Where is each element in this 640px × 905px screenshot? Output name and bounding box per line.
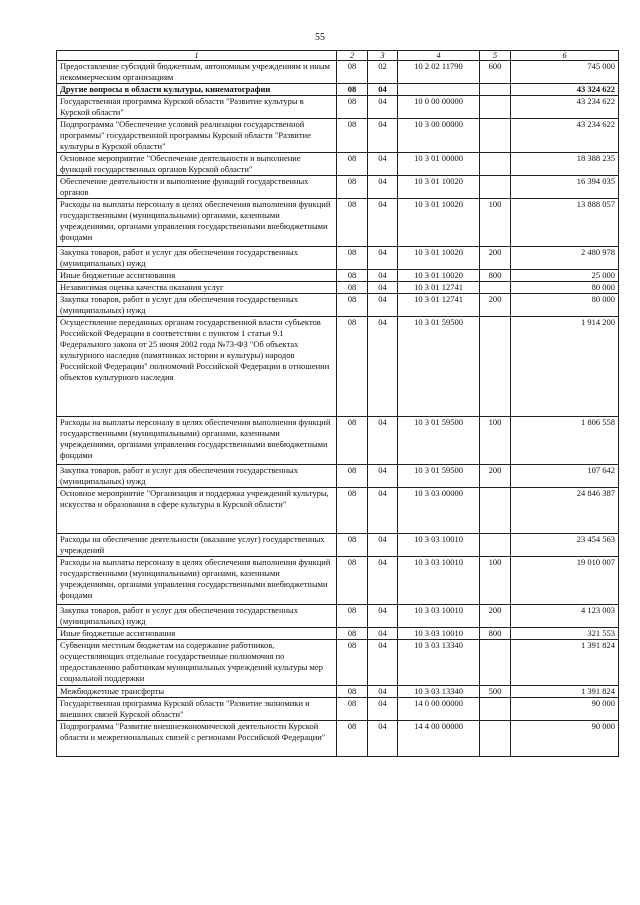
table-row bbox=[57, 153, 619, 176]
table-row bbox=[57, 176, 619, 199]
table-row bbox=[57, 84, 619, 96]
row-target-code: 10 3 01 12741 bbox=[398, 294, 480, 317]
row-amount: 23 454 563 bbox=[511, 534, 619, 557]
row-expense-type bbox=[480, 119, 511, 153]
row-subsection: 04 bbox=[368, 119, 398, 153]
row-target-code: 10 0 00 00000 bbox=[398, 96, 480, 119]
row-subsection: 04 bbox=[368, 488, 398, 534]
row-expense-type bbox=[480, 176, 511, 199]
row-section: 08 bbox=[337, 628, 368, 640]
row-amount: 4 123 003 bbox=[511, 605, 619, 628]
row-subsection: 04 bbox=[368, 465, 398, 488]
row-target-code: 10 3 03 10010 bbox=[398, 605, 480, 628]
table-row bbox=[57, 640, 619, 686]
row-section: 08 bbox=[337, 96, 368, 119]
header-cell: 1 bbox=[57, 51, 337, 61]
row-amount: 19 010 007 bbox=[511, 557, 619, 605]
row-amount: 107 642 bbox=[511, 465, 619, 488]
row-subsection: 04 bbox=[368, 417, 398, 465]
table-row bbox=[57, 119, 619, 153]
row-expense-type: 200 bbox=[480, 605, 511, 628]
row-subsection: 04 bbox=[368, 96, 398, 119]
row-amount: 2 480 978 bbox=[511, 247, 619, 270]
row-target-code: 10 3 01 59500 bbox=[398, 417, 480, 465]
row-section: 08 bbox=[337, 294, 368, 317]
table-row bbox=[57, 605, 619, 628]
row-amount: 80 000 bbox=[511, 294, 619, 317]
row-target-code: 10 3 00 00000 bbox=[398, 119, 480, 153]
row-subsection: 04 bbox=[368, 153, 398, 176]
table-header-row bbox=[57, 51, 619, 61]
row-name: Осуществление переданных органам государственной власти субъектов Российской Федерации в соответствии с пунктом 1 статьи 9.1 Федерального закона от 25 июня 2002 года №73-ФЗ "Об объектах культурного наследия (памятниках истории и культуры) народов Российской Федерации" полномочий Российской Федерации в отношении объектов культурного наследия bbox=[57, 317, 337, 417]
row-name: Государственная программа Курской области "Развитие культуры в Курской области" bbox=[57, 96, 337, 119]
row-amount: 1 391 824 bbox=[511, 686, 619, 698]
row-section: 08 bbox=[337, 417, 368, 465]
row-subsection: 04 bbox=[368, 640, 398, 686]
row-target-code: 10 3 01 10020 bbox=[398, 270, 480, 282]
row-section: 08 bbox=[337, 317, 368, 417]
row-amount: 43 234 622 bbox=[511, 119, 619, 153]
row-name: Расходы на выплаты персоналу в целях обеспечения выполнения функций государственными (муниципальными) органами, казенными учреждениями, органами управления государственными внебюджетными фондами bbox=[57, 557, 337, 605]
row-amount: 1 391 824 bbox=[511, 640, 619, 686]
row-amount: 1 806 558 bbox=[511, 417, 619, 465]
row-target-code: 10 3 03 10010 bbox=[398, 557, 480, 605]
row-section: 08 bbox=[337, 488, 368, 534]
table-row bbox=[57, 247, 619, 270]
row-name: Расходы на обеспечение деятельности (оказание услуг) государственных учреждений bbox=[57, 534, 337, 557]
row-expense-type: 200 bbox=[480, 465, 511, 488]
table-row bbox=[57, 721, 619, 757]
row-target-code bbox=[398, 84, 480, 96]
table-row bbox=[57, 61, 619, 84]
row-section: 08 bbox=[337, 270, 368, 282]
row-section: 08 bbox=[337, 282, 368, 294]
row-expense-type: 600 bbox=[480, 61, 511, 84]
row-amount: 1 914 200 bbox=[511, 317, 619, 417]
row-amount: 80 000 bbox=[511, 282, 619, 294]
row-expense-type bbox=[480, 488, 511, 534]
row-section: 08 bbox=[337, 247, 368, 270]
table-row bbox=[57, 417, 619, 465]
row-name: Иные бюджетные ассигнования bbox=[57, 270, 337, 282]
row-amount: 321 553 bbox=[511, 628, 619, 640]
row-subsection: 04 bbox=[368, 270, 398, 282]
row-expense-type bbox=[480, 698, 511, 721]
row-target-code: 10 3 01 10020 bbox=[398, 247, 480, 270]
row-expense-type: 800 bbox=[480, 270, 511, 282]
row-expense-type bbox=[480, 317, 511, 417]
row-section: 08 bbox=[337, 119, 368, 153]
row-target-code: 10 2 02 11790 bbox=[398, 61, 480, 84]
row-subsection: 04 bbox=[368, 534, 398, 557]
row-amount: 18 388 235 bbox=[511, 153, 619, 176]
row-name: Другие вопросы в области культуры, кинематографии bbox=[57, 84, 337, 96]
row-name: Закупка товаров, работ и услуг для обеспечения государственных (муниципальных) нужд bbox=[57, 605, 337, 628]
row-section: 08 bbox=[337, 153, 368, 176]
table-row bbox=[57, 488, 619, 534]
row-section: 08 bbox=[337, 199, 368, 247]
row-subsection: 04 bbox=[368, 282, 398, 294]
row-section: 08 bbox=[337, 84, 368, 96]
row-target-code: 10 3 03 10010 bbox=[398, 628, 480, 640]
table-row bbox=[57, 628, 619, 640]
row-name: Обеспечение деятельности и выполнение функций государственных органов bbox=[57, 176, 337, 199]
row-section: 08 bbox=[337, 686, 368, 698]
table-row bbox=[57, 294, 619, 317]
table-row bbox=[57, 557, 619, 605]
page-number: 55 bbox=[315, 32, 325, 43]
row-expense-type: 100 bbox=[480, 417, 511, 465]
row-subsection: 04 bbox=[368, 294, 398, 317]
table-row bbox=[57, 534, 619, 557]
row-amount: 13 888 057 bbox=[511, 199, 619, 247]
row-name: Межбюджетные трансферты bbox=[57, 686, 337, 698]
row-section: 08 bbox=[337, 605, 368, 628]
row-name: Закупка товаров, работ и услуг для обеспечения государственных (муниципальных) нужд bbox=[57, 294, 337, 317]
row-amount: 25 000 bbox=[511, 270, 619, 282]
row-expense-type: 200 bbox=[480, 294, 511, 317]
row-section: 08 bbox=[337, 534, 368, 557]
row-target-code: 10 3 03 10010 bbox=[398, 534, 480, 557]
row-name: Иные бюджетные ассигнования bbox=[57, 628, 337, 640]
row-section: 08 bbox=[337, 698, 368, 721]
row-subsection: 04 bbox=[368, 628, 398, 640]
row-target-code: 10 3 03 00000 bbox=[398, 488, 480, 534]
table-row bbox=[57, 199, 619, 247]
row-subsection: 04 bbox=[368, 176, 398, 199]
row-target-code: 10 3 03 13340 bbox=[398, 640, 480, 686]
row-amount: 43 324 622 bbox=[511, 84, 619, 96]
row-name: Расходы на выплаты персоналу в целях обеспечения выполнения функций государственными (муниципальными) органами, казенными учреждениями, органами управления государственными внебюджетными фондами bbox=[57, 199, 337, 247]
row-target-code: 10 3 01 00000 bbox=[398, 153, 480, 176]
row-section: 08 bbox=[337, 557, 368, 605]
row-name: Расходы на выплаты персоналу в целях обеспечения выполнения функций государственными (муниципальными) органами, казенными учреждениями, органами управления государственными внебюджетными фондами bbox=[57, 417, 337, 465]
row-name: Независимая оценка качества оказания услуг bbox=[57, 282, 337, 294]
row-target-code: 10 3 03 13340 bbox=[398, 686, 480, 698]
row-subsection: 04 bbox=[368, 247, 398, 270]
row-section: 08 bbox=[337, 61, 368, 84]
table-row bbox=[57, 686, 619, 698]
header-cell: 4 bbox=[398, 51, 480, 61]
row-expense-type bbox=[480, 721, 511, 757]
row-expense-type: 200 bbox=[480, 247, 511, 270]
table-row bbox=[57, 282, 619, 294]
row-name: Субвенции местным бюджетам на содержание работников, осуществляющих отдельные государственные полномочия по предоставлению работникам муниципальных учреждений культуры мер социальной поддержки bbox=[57, 640, 337, 686]
row-amount: 24 846 387 bbox=[511, 488, 619, 534]
row-subsection: 04 bbox=[368, 698, 398, 721]
row-subsection: 04 bbox=[368, 557, 398, 605]
row-amount: 90 000 bbox=[511, 721, 619, 757]
row-section: 08 bbox=[337, 465, 368, 488]
header-cell: 5 bbox=[480, 51, 511, 61]
row-name: Основное мероприятие "Обеспечение деятельности и выполнение функций государственных органов Курской области" bbox=[57, 153, 337, 176]
row-subsection: 04 bbox=[368, 84, 398, 96]
row-name: Предоставление субсидий бюджетным, автономным учреждениям и иным некоммерческим организациям bbox=[57, 61, 337, 84]
row-name: Закупка товаров, работ и услуг для обеспечения государственных (муниципальных) нужд bbox=[57, 465, 337, 488]
table-row bbox=[57, 465, 619, 488]
row-expense-type: 800 bbox=[480, 628, 511, 640]
row-expense-type bbox=[480, 534, 511, 557]
row-amount: 90 000 bbox=[511, 698, 619, 721]
row-target-code: 10 3 01 59500 bbox=[398, 317, 480, 417]
row-name: Подпрограмма "Обеспечение условий реализации государственной программы" государственной программы Курской области "Развитие культуры в Курской области" bbox=[57, 119, 337, 153]
row-amount: 16 394 035 bbox=[511, 176, 619, 199]
row-expense-type: 100 bbox=[480, 199, 511, 247]
row-section: 08 bbox=[337, 176, 368, 199]
row-expense-type bbox=[480, 640, 511, 686]
row-amount: 43 234 622 bbox=[511, 96, 619, 119]
row-expense-type: 500 bbox=[480, 686, 511, 698]
row-name: Государственная программа Курской области "Развитие экономики и внешних связей Курской области" bbox=[57, 698, 337, 721]
row-amount: 745 000 bbox=[511, 61, 619, 84]
row-target-code: 14 4 00 00000 bbox=[398, 721, 480, 757]
row-subsection: 04 bbox=[368, 605, 398, 628]
row-subsection: 02 bbox=[368, 61, 398, 84]
row-expense-type bbox=[480, 153, 511, 176]
row-section: 08 bbox=[337, 640, 368, 686]
row-target-code: 10 3 01 12741 bbox=[398, 282, 480, 294]
row-section: 08 bbox=[337, 721, 368, 757]
row-expense-type: 100 bbox=[480, 557, 511, 605]
table-row bbox=[57, 317, 619, 417]
header-cell: 3 bbox=[368, 51, 398, 61]
header-cell: 2 bbox=[337, 51, 368, 61]
row-name: Основное мероприятие "Организация и поддержка учреждений культуры, искусства и образования в сфере культуры в Курской области" bbox=[57, 488, 337, 534]
row-expense-type bbox=[480, 96, 511, 119]
row-target-code: 10 3 01 10020 bbox=[398, 199, 480, 247]
table-row bbox=[57, 698, 619, 721]
row-subsection: 04 bbox=[368, 317, 398, 417]
row-target-code: 10 3 01 59500 bbox=[398, 465, 480, 488]
table-row bbox=[57, 270, 619, 282]
row-target-code: 10 3 01 10020 bbox=[398, 176, 480, 199]
row-subsection: 04 bbox=[368, 199, 398, 247]
budget-table bbox=[56, 50, 619, 757]
row-subsection: 04 bbox=[368, 721, 398, 757]
header-cell: 6 bbox=[511, 51, 619, 61]
row-name: Подпрограмма "Развитие внешнеэкономической деятельности Курской области и межрегиональных связей с регионами Российской Федерации" bbox=[57, 721, 337, 757]
row-target-code: 14 0 00 00000 bbox=[398, 698, 480, 721]
row-name: Закупка товаров, работ и услуг для обеспечения государственных (муниципальных) нужд bbox=[57, 247, 337, 270]
row-expense-type bbox=[480, 282, 511, 294]
row-expense-type bbox=[480, 84, 511, 96]
table-row bbox=[57, 96, 619, 119]
row-subsection: 04 bbox=[368, 686, 398, 698]
